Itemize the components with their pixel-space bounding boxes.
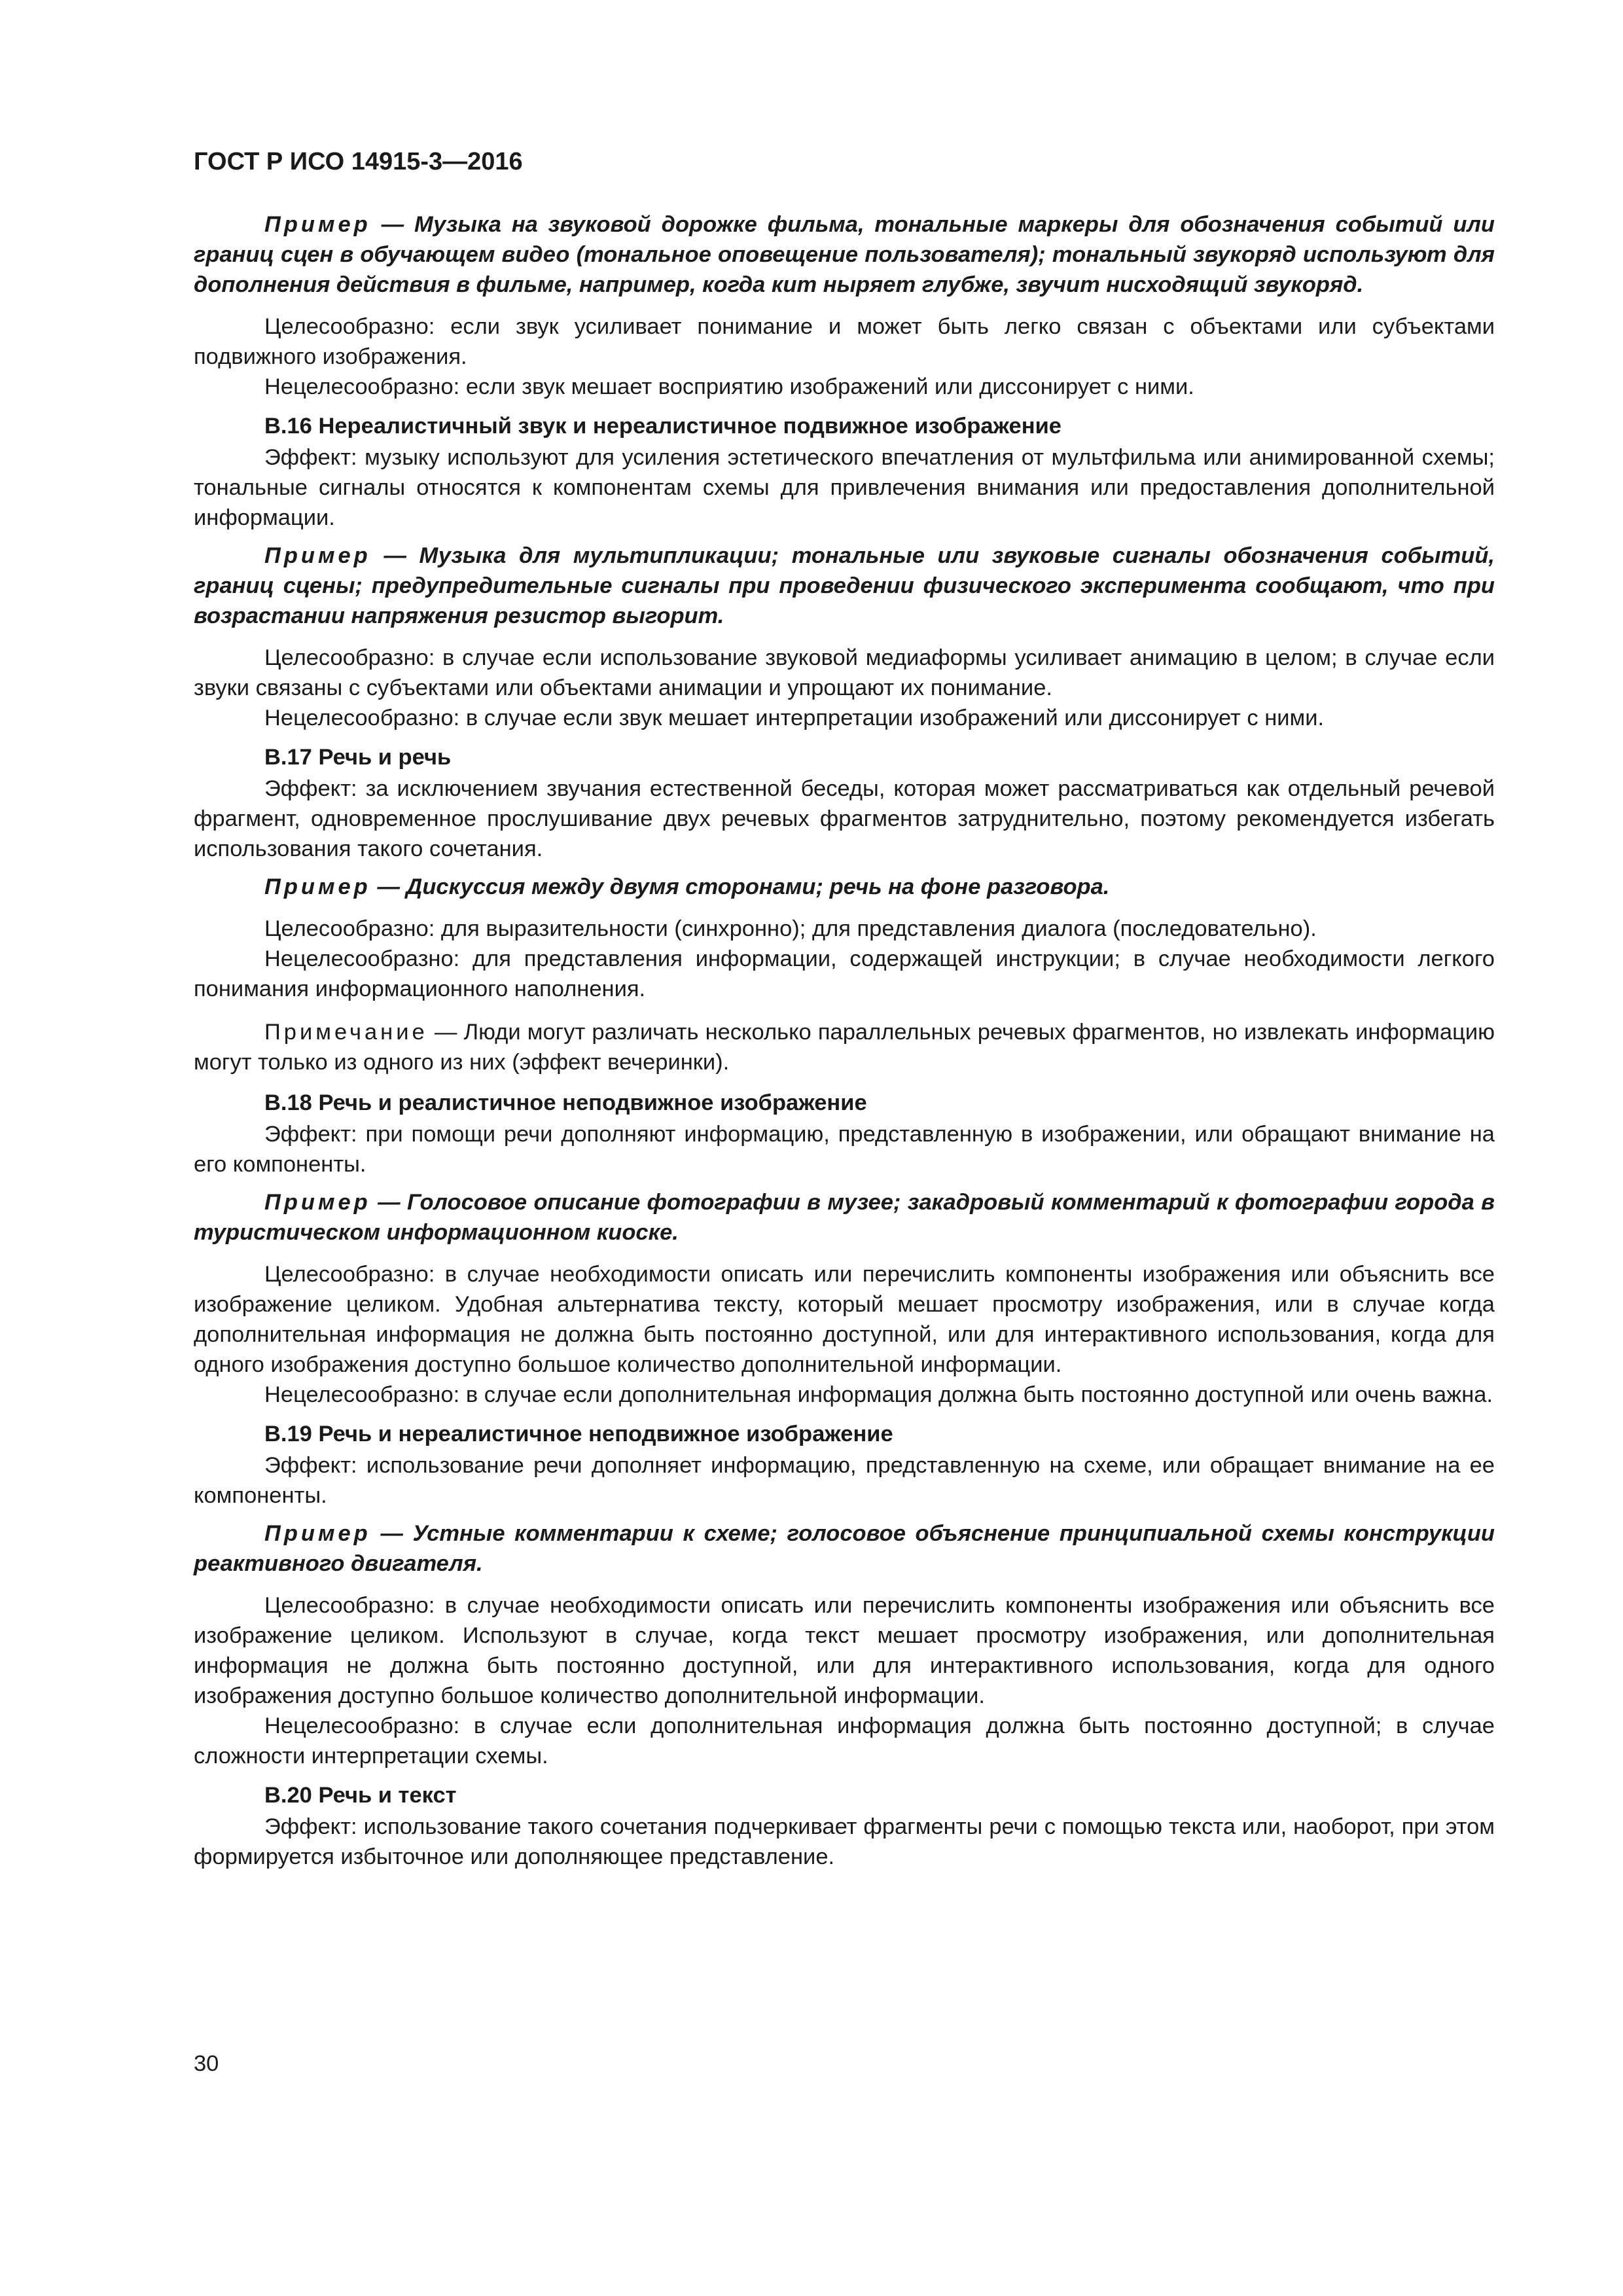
example-text: — Голосовое описание фотографии в музее; закадровый комментарий к фотографии города в туристическом информационном киоске. <box>194 1190 1495 1245</box>
example-text: — Дискуссия между двумя сторонами; речь на фоне разговора. <box>370 874 1110 899</box>
example-3 <box>194 872 1495 902</box>
appropriate-text: Целесообразно: в случае необходимости описать или перечислить компоненты изображения или объяснить все изображение целиком. Удобная альтернатива тексту, который мешает просмотру изображения, или в случае когда дополнительная информация не должна быть постоянно доступной, или для интерактивного использования, когда для одного изображения доступно большое количество дополнительной информации. <box>194 1262 1495 1377</box>
effect-text: Эффект: использование речи дополняет информацию, представленную на схеме, или обращает внимание на ее компоненты. <box>194 1453 1495 1508</box>
section-heading-b17: В.17 Речь и речь <box>264 745 452 770</box>
example-text: — Устные комментарии к схеме; голосовое объяснение принципиальной схемы конструкции реактивного двигателя. <box>194 1521 1495 1576</box>
example-label: Пример <box>264 874 371 899</box>
page-number: 30 <box>194 2051 219 2076</box>
example-label: Пример <box>264 543 371 568</box>
inappropriate-text: Нецелесообразно: если звук мешает восприятию изображений или диссонирует с ними. <box>264 374 1194 399</box>
page-content <box>194 145 1495 1872</box>
inappropriate-text: Нецелесообразно: в случае если дополнительная информация должна быть постоянно доступной или очень важна. <box>264 1382 1493 1407</box>
note-text: — Люди могут различать несколько параллельных речевых фрагментов, но извлекать информацию могут только из одного из них (эффект вечеринки). <box>194 1020 1495 1075</box>
section-heading-b20: В.20 Речь и текст <box>264 1783 457 1808</box>
effect-text: Эффект: музыку используют для усиления эстетического впечатления от мультфильма или анимированной схемы; тональные сигналы относятся к компонентам схемы для привлечения внимания или предоставления дополнительной информации. <box>194 445 1495 530</box>
example-label: Пример <box>264 1190 371 1215</box>
appropriate-text: Целесообразно: в случае необходимости описать или перечислить компоненты изображения или объяснить все изображение целиком. Используют в случае, когда текст мешает просмотру изображения, или дополнительная информация не должна быть постоянно доступной, или для интерактивного использования, когда для одного изображения доступно большое количество дополнительной информации. <box>194 1593 1495 1708</box>
example-label: Пример <box>264 212 371 237</box>
inappropriate-text: Нецелесообразно: в случае если звук мешает интерпретации изображений или диссонирует с ними. <box>264 706 1325 730</box>
inappropriate-text: Нецелесообразно: для представления информации, содержащей инструкции; в случае необходимости легкого понимания информационного наполнения. <box>194 946 1495 1001</box>
appropriate-text: Целесообразно: если звук усиливает понимание и может быть легко связан с объектами или субъектами подвижного изображения. <box>194 314 1495 369</box>
note <box>194 1017 1495 1077</box>
standard-header: ГОСТ Р ИСО 14915-3—2016 <box>194 148 523 175</box>
section-heading-b16: В.16 Нереалистичный звук и нереалистичное подвижное изображение <box>264 414 1061 439</box>
inappropriate-text: Нецелесообразно: в случае если дополнительная информация должна быть постоянно доступной; в случае сложности интерпретации схемы. <box>194 1713 1495 1768</box>
appropriate-text: Целесообразно: для выразительности (синхронно); для представления диалога (последовательно). <box>264 916 1317 941</box>
effect-text: Эффект: использование такого сочетания подчеркивает фрагменты речи с помощью текста или, наоборот, при этом формируется избыточное или дополняющее представление. <box>194 1814 1495 1869</box>
effect-text: Эффект: при помощи речи дополняют информацию, представленную в изображении, или обращают внимание на его компоненты. <box>194 1122 1495 1177</box>
effect-text: Эффект: за исключением звучания естественной беседы, которая может рассматриваться как отдельный речевой фрагмент, одновременное прослушивание двух речевых фрагментов затруднительно, поэтому рекомендуется избегать использования такого сочетания. <box>194 776 1495 861</box>
section-heading-b19: В.19 Речь и нереалистичное неподвижное изображение <box>264 1422 893 1446</box>
example-text: — Музыка на звуковой дорожке фильма, тональные маркеры для обозначения событий или границ сцен в обучающем видео (тональное оповещение пользователя); тональный звукоряд используют для дополнения действия в фильме, например, когда кит ныряет глубже, звучит нисходящий звукоряд. <box>194 212 1495 297</box>
example-2 <box>194 541 1495 631</box>
note-label: Примечание <box>264 1020 428 1045</box>
appropriate-text: Целесообразно: в случае если использование звуковой медиаформы усиливает анимацию в целом; в случае если звуки связаны с субъектами или объектами анимации и упрощают их понимание. <box>194 645 1495 700</box>
example-5 <box>194 1518 1495 1579</box>
section-heading-b18: В.18 Речь и реалистичное неподвижное изображение <box>264 1090 867 1115</box>
example-text: — Музыка для мультипликации; тональные или звуковые сигналы обозначения событий, границ сцены; предупредительные сигналы при проведении физического эксперимента сообщают, что при возрастании напряжения резистор выгорит. <box>194 543 1495 628</box>
example-4 <box>194 1187 1495 1247</box>
example-1 <box>194 209 1495 300</box>
example-label: Пример <box>264 1521 371 1546</box>
